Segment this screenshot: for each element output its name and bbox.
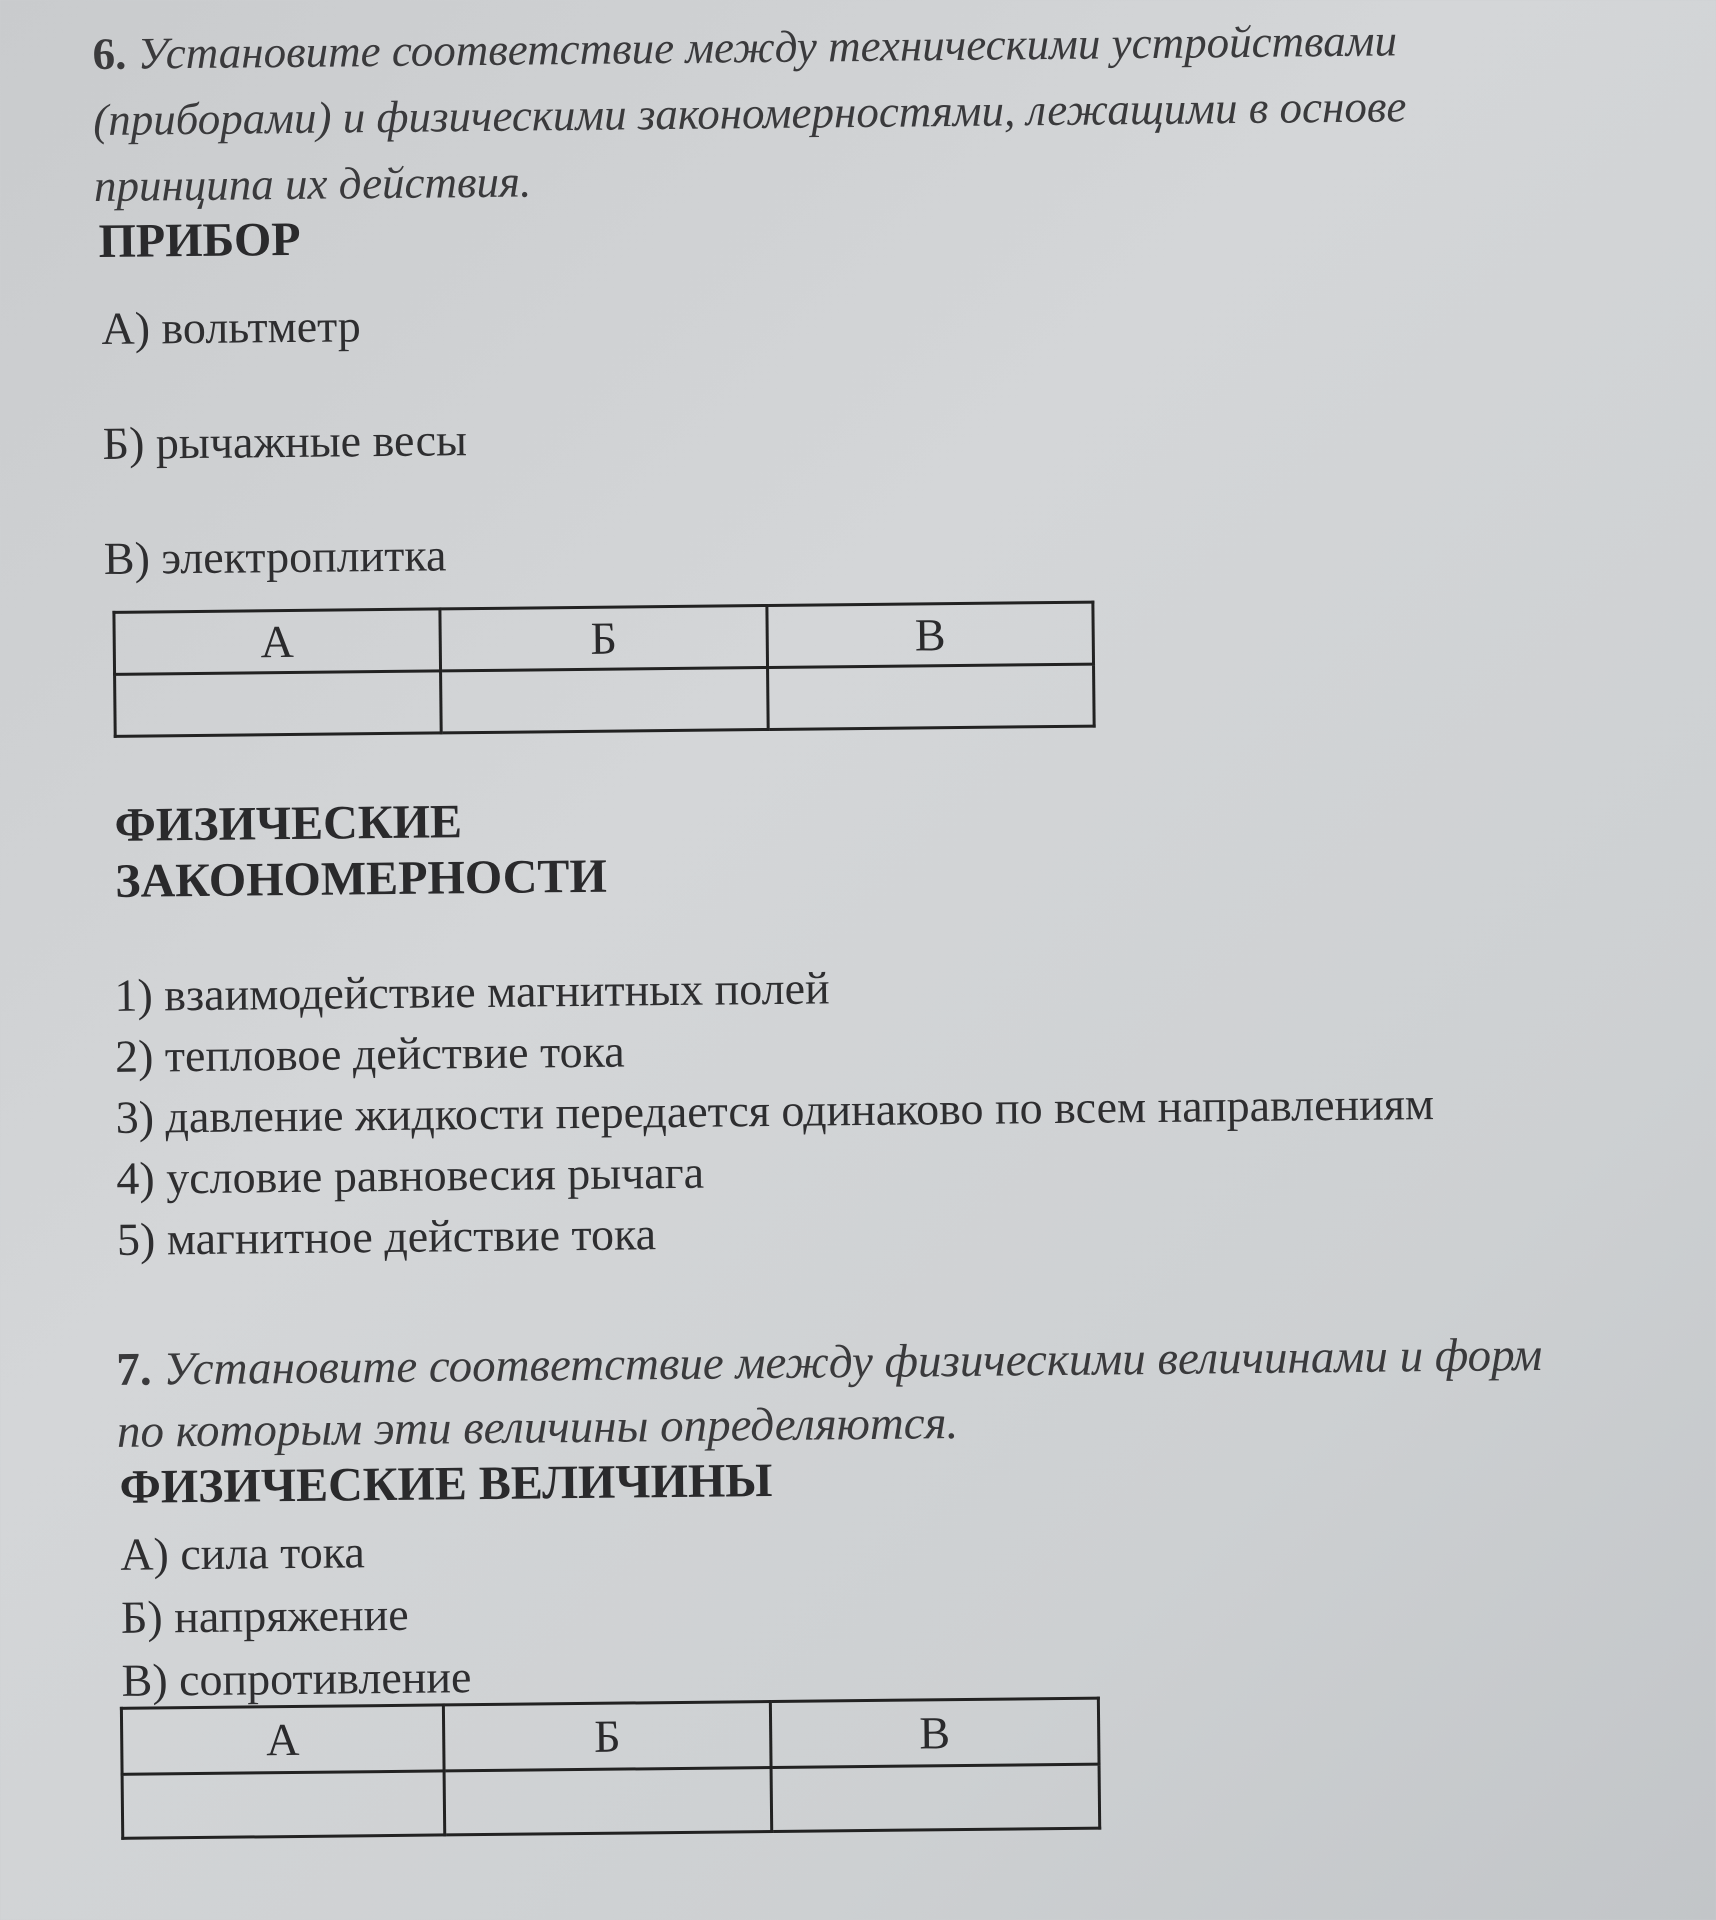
task7-answer-table bbox=[120, 1697, 1101, 1840]
task6-answer-row bbox=[115, 664, 1095, 736]
task6-number: 6. bbox=[92, 28, 127, 80]
task7-header-c: В bbox=[770, 1698, 1099, 1767]
task7-header-b: Б bbox=[443, 1702, 771, 1771]
devices-list bbox=[101, 267, 469, 616]
task6-answer-cell-a[interactable] bbox=[115, 671, 442, 736]
task6-question-line-2: (приборами) и физическими закономерностями, лежащими в основе bbox=[93, 81, 1407, 146]
quantities-title: ФИЗИЧЕСКИЕ ВЕЛИЧИНЫ bbox=[119, 1453, 773, 1514]
law-item-2: 2) тепловое действие тока bbox=[114, 1025, 625, 1082]
task6-header-a: А bbox=[114, 609, 441, 674]
law-item-1: 1) взаимодействие магнитных полей bbox=[114, 962, 830, 1021]
task7-answer-cell-b[interactable] bbox=[444, 1768, 772, 1835]
task7-answer-cell-c[interactable] bbox=[771, 1764, 1100, 1831]
device-item-a: А) вольтметр bbox=[101, 300, 362, 354]
law-item-3: 3) давление жидкости передается одинаково по всем направлениям bbox=[115, 1078, 1435, 1143]
laws-list bbox=[114, 951, 1435, 1270]
task6-answer-cell-c[interactable] bbox=[768, 664, 1095, 729]
task6-answer-table bbox=[112, 601, 1095, 738]
task6-header-c: В bbox=[767, 602, 1094, 667]
quantity-item-c: В) сопротивление bbox=[121, 1651, 472, 1706]
task7-question-line-1: Установите соответствие между физическими величинами и форм bbox=[163, 1328, 1543, 1396]
task6-question-line-3: принципа их действия. bbox=[93, 156, 532, 212]
task6-answer-header-row bbox=[114, 602, 1094, 674]
task6-answer-cell-b[interactable] bbox=[441, 667, 769, 732]
device-item-c: В) электроплитка bbox=[103, 529, 447, 584]
task7-number: 7. bbox=[116, 1343, 152, 1396]
task6-header-b: Б bbox=[440, 606, 768, 671]
device-item-b: Б) рычажные весы bbox=[102, 414, 468, 469]
task7-answer-cell-a[interactable] bbox=[122, 1771, 445, 1838]
task7-question-line-2: по которым эти величины определяются. bbox=[116, 1397, 959, 1458]
quantity-item-a: А) сила тока bbox=[120, 1526, 366, 1580]
laws-title-line-1: ФИЗИЧЕСКИЕ bbox=[114, 795, 463, 852]
devices-title: ПРИБОР bbox=[98, 212, 301, 268]
law-item-4: 4) условие равновесия рычага bbox=[116, 1146, 705, 1204]
task6-question-line-1: Установите соответствие между техническими устройствами bbox=[137, 15, 1398, 79]
quantities-list bbox=[120, 1519, 472, 1712]
task7-answer-row bbox=[122, 1764, 1100, 1838]
task7-header-a: А bbox=[121, 1705, 444, 1774]
quantity-item-b: Б) напряжение bbox=[120, 1588, 409, 1643]
law-item-5: 5) магнитное действие тока bbox=[116, 1208, 657, 1265]
laws-title-line-2: ЗАКОНОМЕРНОСТИ bbox=[114, 849, 608, 908]
task7-answer-header-row bbox=[121, 1698, 1099, 1774]
